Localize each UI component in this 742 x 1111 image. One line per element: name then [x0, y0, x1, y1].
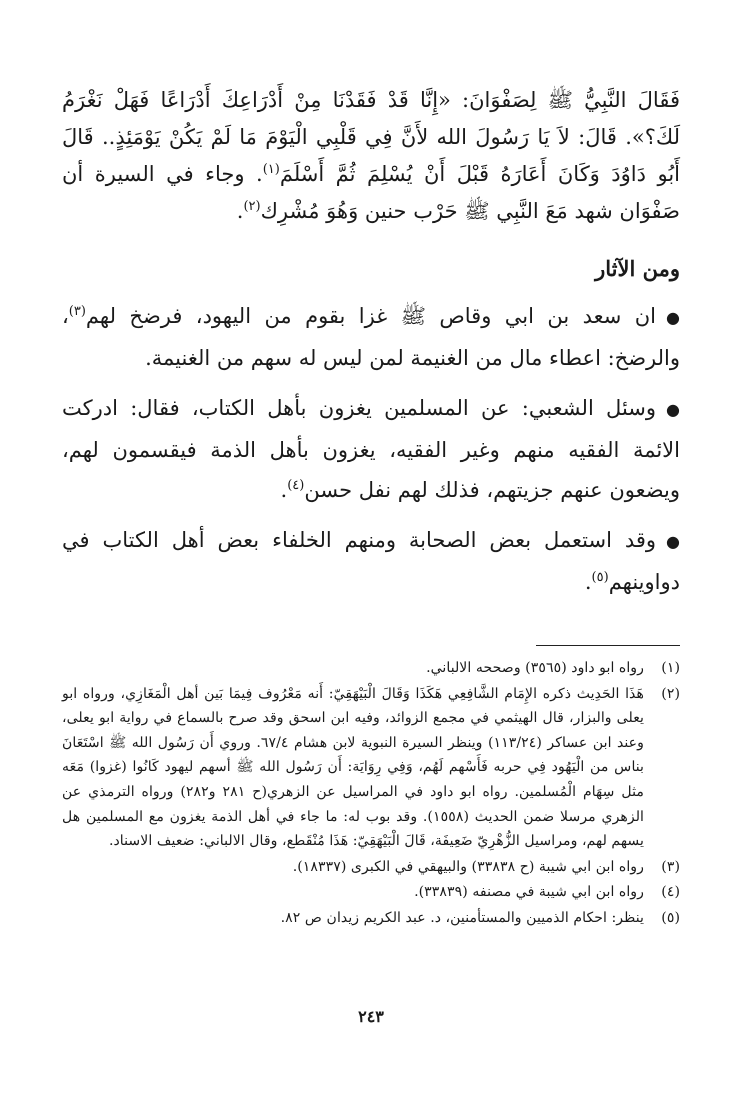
footnote-text: ينظر: احكام الذميين والمستأمنين، د. عبد الكريم زيدان ص ٨٢.	[280, 909, 644, 926]
section-heading: ومن الآثار	[595, 256, 680, 281]
bullet-dot-icon: ●	[666, 400, 680, 419]
footnotes-section	[62, 656, 680, 932]
bullet-dot-icon: ●	[666, 308, 680, 327]
footnote-marker-3[interactable]: (٣)	[68, 304, 86, 319]
bullet-item-1	[62, 296, 680, 378]
intro-text: فَقَالَ النَّبِيُّ ﷺ لِصَفْوَانَ: «إِنَّا قَدْ فَقَدْنَا مِنْ أَدْرَاعِكَ أَدْرَاعًا فَهَلْ نَغْرَمُ لَكَ؟». قَالَ: لاَ يَا رَسُولَ الله لأَنَّ فِي قَلْبِي الْيَوْمَ مَا لَمْ يَكُنْ يَوْمَئِذٍ.. قَالَ أَبُو دَاوُدَ وَكَانَ أَعَارَهُ قَبْلَ أَنْ يُسْلِمَ ثُمَّ أَسْلَمَ	[62, 88, 680, 186]
intro-end: .	[236, 199, 244, 223]
bullet-text: وقد استعمل بعض الصحابة ومنهم الخلفاء بعض أهل الكتاب في دواوينهم	[62, 528, 680, 594]
page-number: ٢٤٣	[358, 1007, 384, 1026]
footnote-number: (١)	[661, 660, 680, 676]
intro-paragraph	[62, 82, 680, 230]
bullet-item-2	[62, 388, 680, 510]
footnote-number: (٢)	[661, 685, 680, 702]
footnote-text: هَذَا الحَدِيث ذكره الإِمَام الشَّافِعِي هَكَذَا وَقَالَ الْبَيْهَقِيّ: أَنه مَعْرُوف فِيمَا بَين أهل الْمَغَازِي، ورواه ابو يعلى والبزار، قال الهيثمي في مجمع الزوائد، وفيه ابن اسحق وقد صرح بالسماع في رواية ابو يعلى، وعند ابن عساكر (١١٣/٢٤) وينظر السيرة النبوية لابن هشام ٦٧/٤. وروي أَن رَسُول الله ﷺ اسْتَعَانَ بناس من الْيَهُود فِي حربه فَأَسْهم لَهُم، وَفِي رِوَايَة: أَن رَسُول الله ﷺ أسهم ليهود كَانُوا (غزوا) مَعَه مثل سِهَام الْمُسلمين. رواه ابو داود في المراسيل عن الزهري(ح ٢٨١ و٢٨٢) ورواه الترمذي عن الزهري مرسلا ضمن الحديث (١٥٥٨). وقد بوب له: ما جاء في أهل الذمة يغزون مع المسلمين هل يسهم لهم، ومراسيل الزُّهْرِيّ ضَعِيفَة، قَالَ الْبَيْهَقِيّ: هَذَا مُنْقَطع، وقال الالباني: ضعيف الاسناد.	[62, 685, 645, 850]
footnote-3	[62, 855, 680, 880]
bullet-text: ان سعد بن ابي وقاص ﷺ غزا بقوم من اليهود، فرضخ لهم	[85, 304, 657, 328]
bullet-dot-icon: ●	[666, 532, 680, 551]
bullet-text: وسئل الشعبي: عن المسلمين يغزون بأهل الكتاب، فقال: ادركت الائمة الفقيه منهم وغير الفقيه، يغزون بأهل الذمة فيقسمون لهم، ويضعون عنهم جزيتهم، فذلك لهم نفل حسن	[62, 396, 680, 502]
footnote-text: رواه ابن ابي شيبة (ح ٣٣٨٣٨) والبيهقي في الكبرى (١٨٣٣٧).	[292, 858, 644, 875]
footnote-text: رواه ابن ابي شيبة في مصنفه (٣٣٨٣٩).	[414, 884, 644, 901]
page-body	[62, 82, 680, 1026]
footnote-number: (٥)	[661, 909, 680, 926]
footnote-marker-2[interactable]: (٢)	[243, 199, 261, 214]
footnote-divider	[536, 645, 680, 646]
footnote-number: (٤)	[661, 884, 680, 901]
footnote-text: رواه ابو داود (٣٥٦٥) وصححه الالباني.	[426, 660, 644, 676]
footnote-5	[62, 906, 680, 931]
bullet-text-after: ، والرضخ: اعطاء مال من الغنيمة لمن ليس له سهم من الغنيمة.	[62, 304, 680, 370]
intro-continuation: . وجاء في السيرة أن صَفْوَان شهد مَعَ النَّبِي ﷺ حَرْب حنين وَهُوَ مُشْرِك	[62, 162, 680, 223]
footnote-2	[62, 682, 680, 854]
footnote-1	[62, 656, 680, 681]
footnote-marker-4[interactable]: (٤)	[287, 478, 305, 493]
bullet-item-3	[62, 520, 680, 602]
footnote-number: (٣)	[661, 858, 680, 875]
footnote-marker-5[interactable]: (٥)	[591, 570, 609, 585]
footnote-4	[62, 880, 680, 905]
bullet-text-after: .	[280, 478, 288, 502]
footnote-marker-1[interactable]: (١)	[262, 162, 280, 177]
bullet-text-after: .	[584, 570, 592, 594]
